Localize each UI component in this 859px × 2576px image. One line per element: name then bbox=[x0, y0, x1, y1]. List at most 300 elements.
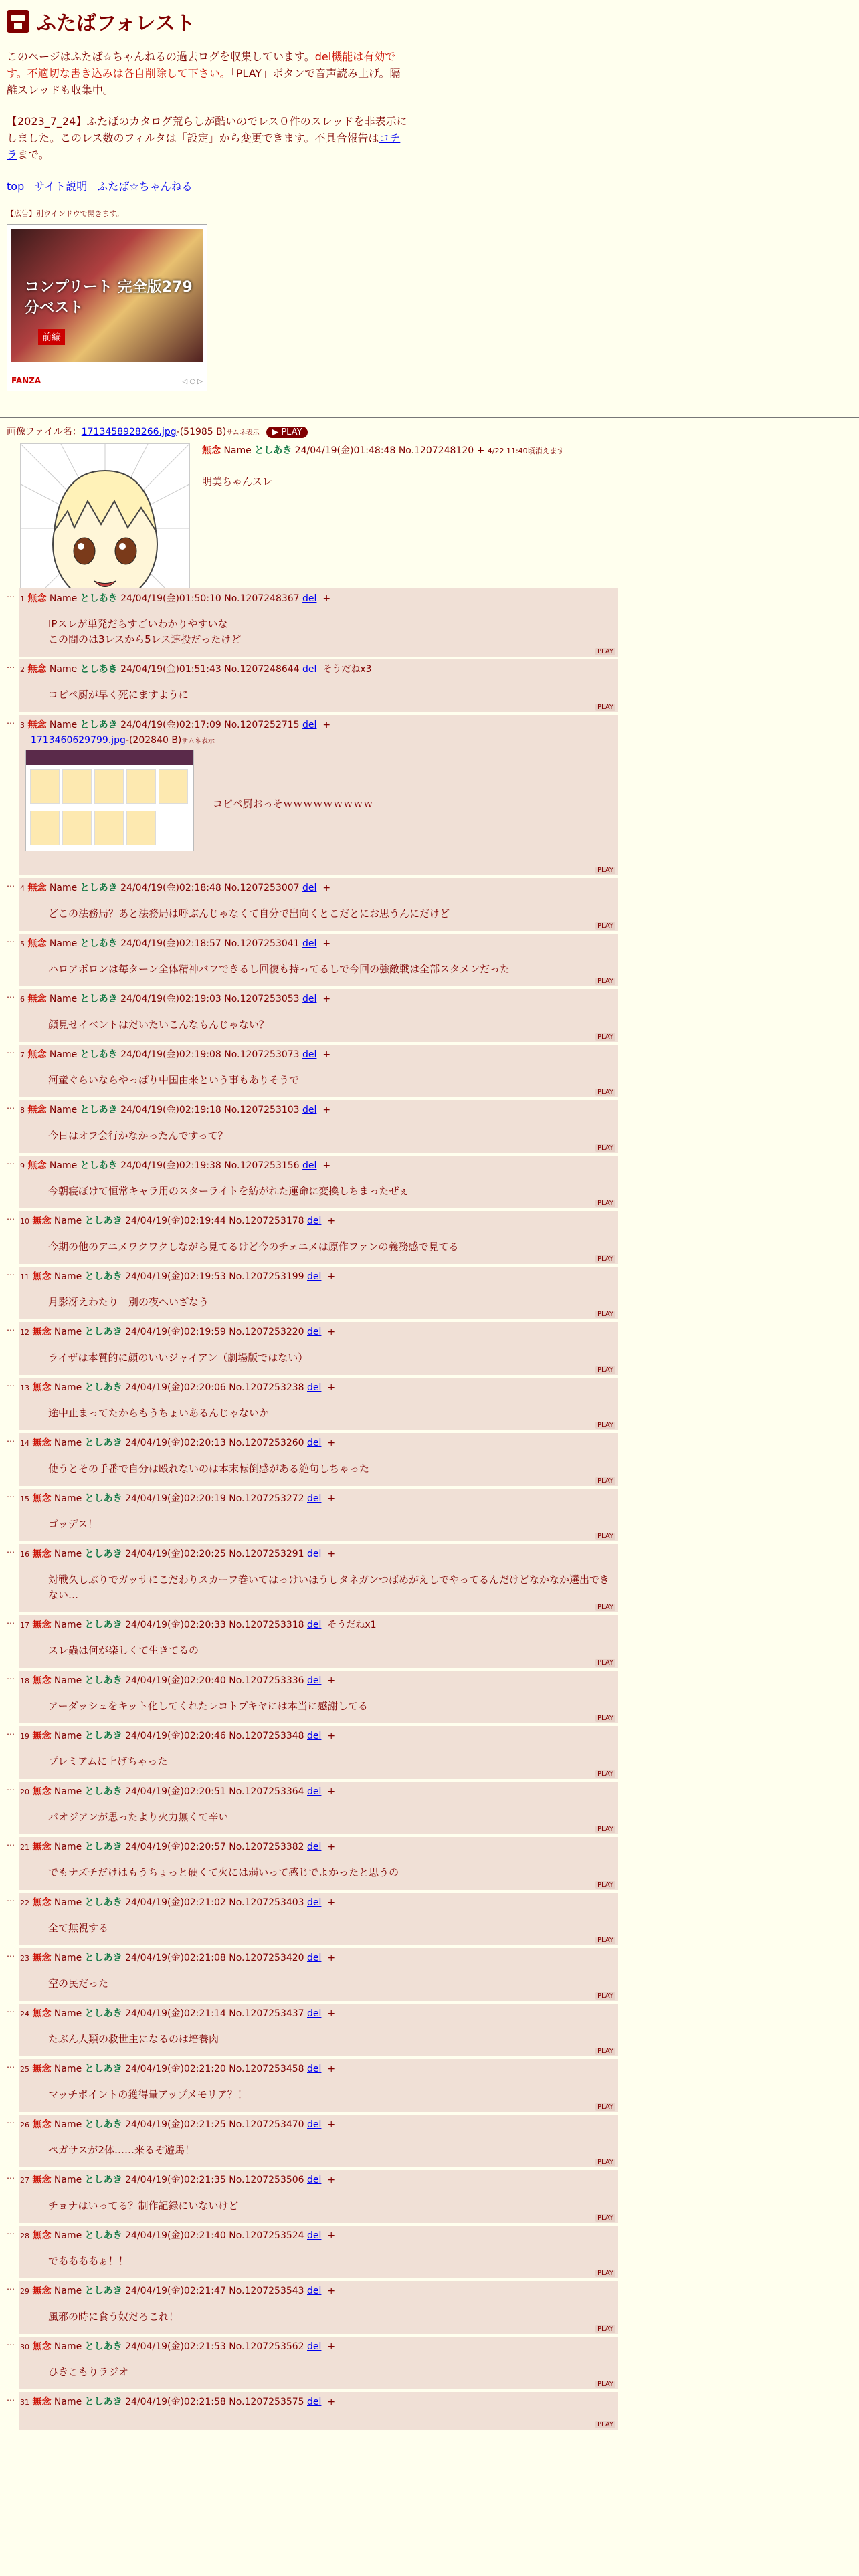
reply-row bbox=[0, 2392, 859, 2430]
reply-play-button[interactable]: PLAY bbox=[595, 1144, 615, 1152]
reply-subject: 無念 bbox=[32, 1953, 52, 1963]
reply-menu-dots[interactable]: … bbox=[7, 879, 14, 889]
reply-number[interactable]: No.1207253156 bbox=[224, 1160, 300, 1171]
reply-del-link[interactable]: del bbox=[307, 1438, 322, 1448]
site-notice bbox=[7, 48, 408, 98]
reply-del-link[interactable]: del bbox=[307, 1731, 322, 1741]
reply-index: 21 bbox=[20, 1843, 29, 1852]
reply-datetime: 24/04/19(金)02:21:20 bbox=[125, 2064, 226, 2074]
reply-menu-dots[interactable]: … bbox=[7, 1268, 14, 1277]
reply-body bbox=[19, 1061, 618, 1097]
reply-del-link[interactable]: del bbox=[307, 1675, 322, 1686]
reply-row bbox=[0, 2281, 859, 2334]
ad-brand-logo: FANZA bbox=[11, 376, 41, 385]
reply-header bbox=[19, 2173, 618, 2186]
reply-sodane-button[interactable]: + bbox=[327, 1327, 336, 1337]
reply-header bbox=[19, 2339, 618, 2353]
reply-post bbox=[19, 1544, 618, 1612]
reply-sodane-button[interactable]: + bbox=[327, 1897, 336, 1908]
reply-del-link[interactable]: del bbox=[302, 1049, 317, 1060]
reply-play-button[interactable]: PLAY bbox=[595, 1826, 615, 1833]
ad-main-text: コンプリート 完全版279分ベスト bbox=[25, 279, 193, 316]
reply-number[interactable]: No.1207253403 bbox=[229, 1897, 304, 1908]
reply-play-button[interactable]: PLAY bbox=[595, 2421, 615, 2428]
reply-index: 30 bbox=[20, 2343, 29, 2351]
reply-sodane-button[interactable]: そうだねx1 bbox=[327, 1620, 377, 1630]
reply-number[interactable]: No.1207253458 bbox=[229, 2064, 304, 2074]
reply-header bbox=[19, 1380, 618, 1394]
reply-row bbox=[0, 989, 859, 1042]
reply-post bbox=[19, 1045, 618, 1097]
reply-sodane-button[interactable]: + bbox=[322, 883, 331, 893]
reply-del-link[interactable]: del bbox=[302, 1160, 317, 1171]
reply-thumb-note: サムネ表示 bbox=[181, 738, 215, 745]
reply-sodane-button[interactable]: + bbox=[327, 1953, 336, 1963]
reply-header bbox=[19, 2228, 618, 2242]
reply-play-button[interactable]: PLAY bbox=[595, 867, 615, 874]
reply-play-button[interactable]: PLAY bbox=[595, 1604, 615, 1611]
reply-name: としあき bbox=[84, 1786, 122, 1797]
op-anime-face-image bbox=[21, 444, 189, 613]
reply-play-button[interactable]: PLAY bbox=[595, 2381, 615, 2388]
reply-number[interactable]: No.1207253260 bbox=[229, 1438, 304, 1448]
reply-number[interactable]: No.1207253318 bbox=[229, 1620, 304, 1630]
reply-post bbox=[19, 1489, 618, 1541]
update-notice-text: 【2023_7_24】ふたばのカタログ荒らしが酷いのでレス０件のスレッドを非表示にしました。このレス数のフィルタは「設定」から変更できます。不具合報告は bbox=[7, 115, 407, 144]
reply-datetime: 24/04/19(金)02:19:53 bbox=[125, 1271, 226, 1282]
reply-del-link[interactable]: del bbox=[302, 883, 317, 893]
reply-sodane-button[interactable]: + bbox=[322, 938, 331, 949]
reply-menu-dots[interactable]: … bbox=[7, 2171, 14, 2181]
reply-post bbox=[19, 1378, 618, 1430]
reply-del-link[interactable]: del bbox=[307, 1897, 322, 1908]
reply-play-button[interactable]: PLAY bbox=[595, 1881, 615, 1889]
reply-menu-dots[interactable]: … bbox=[7, 1046, 14, 1055]
reply-play-button[interactable]: PLAY bbox=[595, 1255, 615, 1263]
reply-datetime: 24/04/19(金)02:21:40 bbox=[125, 2230, 226, 2241]
reply-thumbnail[interactable] bbox=[25, 750, 194, 851]
reply-del-link[interactable]: del bbox=[302, 664, 317, 675]
reply-post bbox=[19, 1267, 618, 1319]
reply-menu-dots[interactable]: … bbox=[7, 1672, 14, 1681]
reply-image-info bbox=[19, 731, 618, 746]
reply-datetime: 24/04/19(金)01:51:43 bbox=[120, 664, 221, 675]
reply-name-label: Name bbox=[54, 1897, 82, 1908]
reply-number[interactable]: No.1207253199 bbox=[229, 1271, 304, 1282]
reply-datetime: 24/04/19(金)02:19:03 bbox=[120, 994, 221, 1004]
reply-menu-dots[interactable]: … bbox=[7, 1157, 14, 1166]
reply-name: としあき bbox=[80, 720, 118, 730]
reply-menu-dots[interactable]: … bbox=[7, 1490, 14, 1499]
reply-play-button[interactable]: PLAY bbox=[595, 1937, 615, 1944]
reply-play-button[interactable]: PLAY bbox=[595, 2048, 615, 2055]
reply-menu-dots[interactable]: … bbox=[7, 2116, 14, 2125]
reply-name-label: Name bbox=[49, 1105, 78, 1115]
reply-index: 11 bbox=[20, 1273, 29, 1281]
reply-sodane-button[interactable]: + bbox=[322, 1049, 331, 1060]
notice-del-text: del機能は有効です。不適切な書き込みは各自削除して下さい。 bbox=[7, 50, 396, 80]
reply-body-line: 全て無視する bbox=[48, 1922, 109, 1934]
ad-pager-dots[interactable]: ◁ ○ ▷ bbox=[182, 378, 203, 385]
reply-play-button[interactable]: PLAY bbox=[595, 2270, 615, 2277]
reply-number[interactable]: No.1207253291 bbox=[229, 1549, 304, 1560]
reply-thumb-card bbox=[30, 769, 60, 804]
reply-index: 5 bbox=[20, 940, 25, 948]
reply-row bbox=[0, 1782, 859, 1834]
reply-menu-dots[interactable]: … bbox=[7, 1727, 14, 1737]
reply-body bbox=[19, 2020, 618, 2056]
reply-number[interactable]: No.1207253470 bbox=[229, 2119, 304, 2130]
reply-menu-dots[interactable]: … bbox=[7, 2282, 14, 2292]
reply-play-button[interactable]: PLAY bbox=[595, 922, 615, 930]
reply-del-link[interactable]: del bbox=[307, 1271, 322, 1282]
reply-subject: 無念 bbox=[32, 1327, 52, 1337]
reply-menu-dots[interactable]: … bbox=[7, 1838, 14, 1848]
reply-name-label: Name bbox=[54, 1271, 82, 1282]
site-title: ふたばフォレスト bbox=[36, 12, 195, 35]
reply-sodane-button[interactable]: + bbox=[327, 1731, 336, 1741]
op-thumb-note: サムネ表示 bbox=[226, 429, 260, 437]
reply-header bbox=[19, 1491, 618, 1505]
reply-name-label: Name bbox=[54, 2341, 82, 2352]
reply-body bbox=[19, 1853, 618, 1890]
reply-play-button[interactable]: PLAY bbox=[595, 1659, 615, 1667]
reply-thumb-card bbox=[126, 769, 156, 804]
reply-number[interactable]: No.1207252715 bbox=[224, 720, 300, 730]
reply-sodane-button[interactable]: そうだねx3 bbox=[322, 664, 372, 675]
reply-del-link[interactable]: del bbox=[307, 2341, 322, 2352]
op-header bbox=[202, 443, 565, 457]
reply-del-link[interactable]: del bbox=[307, 1382, 322, 1393]
nav-about-link[interactable]: サイト説明 bbox=[34, 180, 88, 193]
op-image-link[interactable]: 1713458928266.jpg bbox=[81, 427, 177, 437]
reply-row bbox=[0, 1615, 859, 1668]
reply-del-link[interactable]: del bbox=[307, 1842, 322, 1852]
reply-del-link[interactable]: del bbox=[307, 1620, 322, 1630]
reply-number[interactable]: No.1207253543 bbox=[229, 2286, 304, 2296]
reply-number[interactable]: No.1207248644 bbox=[224, 664, 300, 675]
bug-report-link[interactable]: コチラ bbox=[7, 132, 401, 161]
reply-del-link[interactable]: del bbox=[307, 1493, 322, 1504]
reply-play-button[interactable]: PLAY bbox=[595, 1200, 615, 1207]
reply-number[interactable]: No.1207253562 bbox=[229, 2341, 304, 2352]
reply-menu-dots[interactable]: … bbox=[7, 2338, 14, 2347]
reply-del-link[interactable]: del bbox=[307, 2286, 322, 2296]
reply-body bbox=[19, 1964, 618, 2001]
reply-menu-dots[interactable]: … bbox=[7, 935, 14, 944]
reply-header bbox=[19, 1103, 618, 1116]
reply-body-line: プレミアムに上げちゃった bbox=[48, 1755, 168, 1767]
reply-menu-dots[interactable]: … bbox=[7, 1323, 14, 1333]
reply-del-link[interactable]: del bbox=[307, 2397, 322, 2407]
reply-play-button[interactable]: PLAY bbox=[595, 648, 615, 655]
reply-body bbox=[19, 2353, 618, 2389]
reply-name-label: Name bbox=[54, 1786, 82, 1797]
reply-post bbox=[19, 659, 618, 712]
reply-number[interactable]: No.1207248367 bbox=[224, 593, 300, 604]
reply-menu-dots[interactable]: … bbox=[7, 590, 14, 599]
reply-sodane-button[interactable]: + bbox=[322, 1105, 331, 1115]
reply-subject: 無念 bbox=[27, 1049, 47, 1060]
reply-body-line: マッチポイントの獲得量アップメモリア？！ bbox=[48, 2088, 248, 2101]
reply-number[interactable]: No.1207253420 bbox=[229, 1953, 304, 1963]
reply-body-line: ハロアボロンは毎ターン全体精神バフできるし回復も持ってるしで今回の強敵戦は全部スタメンだった bbox=[48, 963, 510, 975]
reply-number[interactable]: No.1207253007 bbox=[224, 883, 300, 893]
reply-name: としあき bbox=[84, 1327, 122, 1337]
reply-del-link[interactable]: del bbox=[307, 2008, 322, 2019]
reply-menu-dots[interactable]: … bbox=[7, 1616, 14, 1626]
reply-menu-dots[interactable]: … bbox=[7, 1379, 14, 1388]
reply-play-button[interactable]: PLAY bbox=[595, 1770, 615, 1778]
reply-play-button[interactable]: PLAY bbox=[595, 1715, 615, 1722]
op-play-button[interactable]: ▶ PLAY bbox=[266, 427, 307, 438]
reply-play-button[interactable]: PLAY bbox=[595, 704, 615, 711]
ad-image[interactable] bbox=[11, 229, 203, 362]
reply-header bbox=[19, 1269, 618, 1283]
reply-menu-dots[interactable]: … bbox=[7, 661, 14, 670]
reply-play-button[interactable]: PLAY bbox=[595, 2103, 615, 2111]
reply-name-label: Name bbox=[54, 2119, 82, 2130]
reply-header bbox=[19, 1214, 618, 1227]
reply-menu-dots[interactable]: … bbox=[7, 1894, 14, 1903]
reply-datetime: 24/04/19(金)02:20:51 bbox=[125, 1786, 226, 1797]
reply-number[interactable]: No.1207253336 bbox=[229, 1675, 304, 1686]
reply-name: としあき bbox=[84, 1271, 122, 1282]
reply-sodane-button[interactable]: + bbox=[322, 1160, 331, 1171]
reply-name-label: Name bbox=[54, 1549, 82, 1560]
reply-sodane-button[interactable]: + bbox=[322, 720, 331, 730]
reply-play-button[interactable]: PLAY bbox=[595, 978, 615, 985]
reply-play-button[interactable]: PLAY bbox=[595, 1533, 615, 1540]
reply-subject: 無念 bbox=[27, 720, 47, 730]
reply-number[interactable]: No.1207253178 bbox=[229, 1216, 304, 1226]
nav-futaba-link[interactable]: ふたば☆ちゃんねる bbox=[97, 180, 193, 193]
reply-subject: 無念 bbox=[32, 1897, 52, 1908]
reply-del-link[interactable]: del bbox=[302, 593, 317, 604]
nav-links bbox=[7, 178, 852, 193]
op-number[interactable]: No.1207248120 bbox=[398, 445, 474, 456]
reply-index: 7 bbox=[20, 1051, 25, 1059]
reply-datetime: 24/04/19(金)02:21:47 bbox=[125, 2286, 226, 2296]
reply-number[interactable]: No.1207253348 bbox=[229, 1731, 304, 1741]
reply-number[interactable]: No.1207253575 bbox=[229, 2397, 304, 2407]
reply-post bbox=[19, 1782, 618, 1834]
nav-top-link[interactable]: top bbox=[7, 180, 25, 193]
reply-post bbox=[19, 1211, 618, 1264]
reply-row bbox=[0, 934, 859, 986]
reply-datetime: 24/04/19(金)02:19:08 bbox=[120, 1049, 221, 1060]
reply-sodane-button[interactable]: + bbox=[327, 1675, 336, 1686]
site-logo-icon[interactable] bbox=[7, 10, 29, 33]
op-datetime: 24/04/19(金)01:48:48 bbox=[294, 445, 396, 456]
reply-body-line: でああああぁ！！ bbox=[48, 2255, 128, 2267]
reply-sodane-button[interactable]: + bbox=[327, 1549, 336, 1560]
reply-number[interactable]: No.1207253220 bbox=[229, 1327, 304, 1337]
reply-index: 26 bbox=[20, 2121, 29, 2129]
reply-menu-dots[interactable]: … bbox=[7, 1949, 14, 1959]
reply-del-link[interactable]: del bbox=[307, 2175, 322, 2185]
reply-subject: 無念 bbox=[27, 1105, 47, 1115]
reply-subject: 無念 bbox=[32, 2230, 52, 2241]
reply-subject: 無念 bbox=[27, 938, 47, 949]
reply-play-button[interactable]: PLAY bbox=[595, 1366, 615, 1374]
reply-index: 9 bbox=[20, 1162, 25, 1170]
reply-number[interactable]: No.1207253382 bbox=[229, 1842, 304, 1852]
reply-del-link[interactable]: del bbox=[302, 938, 317, 949]
reply-sodane-button[interactable]: + bbox=[327, 1271, 336, 1282]
reply-del-link[interactable]: del bbox=[307, 2119, 322, 2130]
op-sodane-button[interactable]: + bbox=[476, 445, 485, 456]
reply-play-button[interactable]: PLAY bbox=[595, 2325, 615, 2333]
reply-del-link[interactable]: del bbox=[307, 1549, 322, 1560]
op-body: 明美ちゃんスレ bbox=[202, 475, 273, 488]
reply-sodane-button[interactable]: + bbox=[327, 2064, 336, 2074]
reply-sodane-button[interactable]: + bbox=[327, 2341, 336, 2352]
reply-body-line: ライザは本質的に顔のいいジャイアン（劇場版ではない） bbox=[48, 1352, 308, 1364]
reply-name: としあき bbox=[84, 1675, 122, 1686]
reply-number[interactable]: No.1207253103 bbox=[224, 1105, 300, 1115]
reply-number[interactable]: No.1207253073 bbox=[224, 1049, 300, 1060]
reply-play-button[interactable]: PLAY bbox=[595, 1089, 615, 1096]
reply-play-button[interactable]: PLAY bbox=[595, 1033, 615, 1041]
reply-sodane-button[interactable]: + bbox=[327, 2397, 336, 2407]
reply-del-link[interactable]: del bbox=[302, 1105, 317, 1115]
reply-index: 24 bbox=[20, 2010, 29, 2018]
reply-number[interactable]: No.1207253053 bbox=[224, 994, 300, 1004]
reply-post bbox=[19, 2004, 618, 2056]
reply-name: としあき bbox=[84, 2064, 122, 2074]
reply-row bbox=[0, 1045, 859, 1097]
reply-index: 28 bbox=[20, 2232, 29, 2240]
reply-number[interactable]: No.1207253437 bbox=[229, 2008, 304, 2019]
reply-body-line: この間のは3レスから5レス連投だったけど bbox=[48, 633, 242, 645]
reply-name: としあき bbox=[84, 1731, 122, 1741]
reply-del-link[interactable]: del bbox=[307, 1327, 322, 1337]
reply-menu-dots[interactable]: … bbox=[7, 2060, 14, 2070]
op-play-label: PLAY bbox=[281, 427, 302, 437]
reply-row bbox=[0, 1837, 859, 1890]
reply-sodane-button[interactable]: + bbox=[327, 1842, 336, 1852]
reply-del-link[interactable]: del bbox=[307, 1953, 322, 1963]
reply-subject: 無念 bbox=[32, 1438, 52, 1448]
reply-del-link[interactable]: del bbox=[307, 1786, 322, 1797]
reply-row bbox=[0, 2004, 859, 2056]
reply-name: としあき bbox=[84, 1216, 122, 1226]
reply-play-button[interactable]: PLAY bbox=[595, 2214, 615, 2222]
reply-menu-dots[interactable]: … bbox=[7, 1783, 14, 1792]
reply-menu-dots[interactable]: … bbox=[7, 1434, 14, 1444]
reply-subject: 無念 bbox=[32, 1271, 52, 1282]
reply-name-label: Name bbox=[54, 2397, 82, 2407]
reply-name: としあき bbox=[84, 1842, 122, 1852]
reply-body-line: IPスレが単発だらすごいわかりやすいな bbox=[48, 618, 228, 630]
reply-play-button[interactable]: PLAY bbox=[595, 1422, 615, 1429]
reply-name: としあき bbox=[84, 2119, 122, 2130]
reply-del-link[interactable]: del bbox=[302, 994, 317, 1004]
reply-number[interactable]: No.1207253524 bbox=[229, 2230, 304, 2241]
reply-name: としあき bbox=[84, 2397, 122, 2407]
reply-image-link[interactable]: 1713460629799.jpg bbox=[31, 735, 126, 746]
reply-number[interactable]: No.1207253506 bbox=[229, 2175, 304, 2185]
reply-name-label: Name bbox=[54, 2286, 82, 2296]
reply-del-link[interactable]: del bbox=[307, 2230, 322, 2241]
reply-thumb-card bbox=[62, 811, 92, 845]
reply-post bbox=[19, 1433, 618, 1486]
reply-play-button[interactable]: PLAY bbox=[595, 2159, 615, 2166]
reply-header bbox=[19, 1436, 618, 1449]
reply-subject: 無念 bbox=[32, 1731, 52, 1741]
reply-sodane-button[interactable]: + bbox=[327, 1493, 336, 1504]
reply-subject: 無念 bbox=[32, 1216, 52, 1226]
reply-row bbox=[0, 1893, 859, 1945]
reply-menu-dots[interactable]: … bbox=[7, 1101, 14, 1111]
reply-body bbox=[19, 675, 618, 712]
reply-body bbox=[19, 1909, 618, 1945]
reply-index: 1 bbox=[20, 595, 25, 603]
reply-play-button[interactable]: PLAY bbox=[595, 1992, 615, 2000]
reply-sodane-button[interactable]: + bbox=[327, 1382, 336, 1393]
reply-del-link[interactable]: del bbox=[307, 2064, 322, 2074]
reply-number[interactable]: No.1207253238 bbox=[229, 1382, 304, 1393]
reply-name: としあき bbox=[84, 1897, 122, 1908]
reply-datetime: 24/04/19(金)02:18:48 bbox=[120, 883, 221, 893]
reply-post bbox=[19, 2226, 618, 2278]
reply-header bbox=[19, 1618, 618, 1631]
reply-menu-dots[interactable]: … bbox=[7, 990, 14, 1000]
reply-menu-dots[interactable]: … bbox=[7, 1212, 14, 1222]
reply-sodane-button[interactable]: + bbox=[327, 2286, 336, 2296]
reply-menu-dots[interactable]: … bbox=[7, 2005, 14, 2014]
reply-sodane-button[interactable]: + bbox=[327, 2175, 336, 2185]
reply-header bbox=[19, 1325, 618, 1338]
reply-name: としあき bbox=[80, 938, 118, 949]
reply-row bbox=[0, 1322, 859, 1375]
reply-datetime: 24/04/19(金)02:20:19 bbox=[125, 1493, 226, 1504]
reply-subject: 無念 bbox=[32, 1786, 52, 1797]
reply-sodane-button[interactable]: + bbox=[327, 2008, 336, 2019]
reply-subject: 無念 bbox=[32, 1842, 52, 1852]
reply-menu-dots[interactable]: … bbox=[7, 2393, 14, 2403]
reply-row bbox=[0, 1489, 859, 1541]
reply-number[interactable]: No.1207253041 bbox=[224, 938, 300, 949]
reply-play-button[interactable]: PLAY bbox=[595, 1311, 615, 1318]
reply-sodane-button[interactable]: + bbox=[327, 1438, 336, 1448]
op-thumbnail[interactable] bbox=[20, 443, 190, 613]
reply-sodane-button[interactable]: + bbox=[327, 2119, 336, 2130]
reply-play-button[interactable]: PLAY bbox=[595, 1477, 615, 1485]
reply-sodane-button[interactable]: + bbox=[327, 1216, 336, 1226]
reply-index: 29 bbox=[20, 2287, 29, 2296]
reply-menu-dots[interactable]: … bbox=[7, 716, 14, 726]
reply-menu-dots[interactable]: … bbox=[7, 2227, 14, 2236]
reply-subject: 無念 bbox=[32, 1620, 52, 1630]
reply-menu-dots[interactable]: … bbox=[7, 1545, 14, 1555]
reply-sodane-button[interactable]: + bbox=[327, 1786, 336, 1797]
reply-index: 15 bbox=[20, 1495, 29, 1503]
reply-number[interactable]: No.1207253364 bbox=[229, 1786, 304, 1797]
reply-del-link[interactable]: del bbox=[302, 720, 317, 730]
ad-banner[interactable] bbox=[7, 224, 207, 391]
reply-del-link[interactable]: del bbox=[307, 1216, 322, 1226]
reply-sodane-button[interactable]: + bbox=[322, 994, 331, 1004]
reply-body bbox=[19, 2131, 618, 2167]
reply-subject: 無念 bbox=[32, 2286, 52, 2296]
reply-number[interactable]: No.1207253272 bbox=[229, 1493, 304, 1504]
reply-post bbox=[19, 2059, 618, 2112]
reply-sodane-button[interactable]: + bbox=[322, 593, 331, 604]
reply-post bbox=[19, 2337, 618, 2389]
reply-sodane-button[interactable]: + bbox=[327, 2230, 336, 2241]
